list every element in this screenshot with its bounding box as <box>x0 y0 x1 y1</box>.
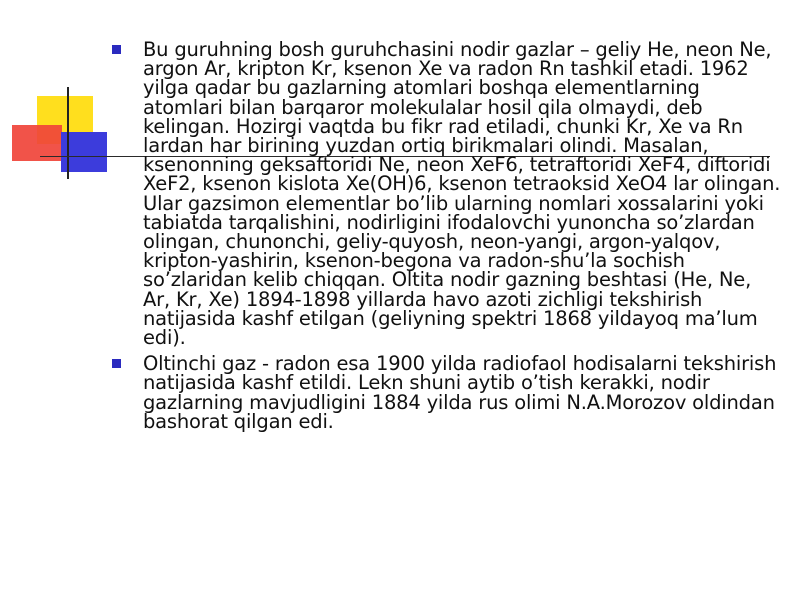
bullet-paragraph-2 <box>112 354 782 431</box>
square-bullet-icon <box>112 45 121 54</box>
slide-body <box>112 40 782 431</box>
bullet-paragraph-1 <box>112 38 782 350</box>
square-bullet-icon <box>112 359 121 368</box>
vertical-line <box>67 87 69 179</box>
color-squares-logo-icon <box>0 0 130 200</box>
paragraph-text: Oltinchi gaz - radon esa 1900 yilda radiofaol hodisalarni tekshirish natijasida kashf etildi. Lekn shuni aytib o’tish kerakki, nodir gazlarning mavjudligini 1884 yilda rus olimi N.A.Morozov oldindan bashorat qilgan edi. <box>143 352 777 433</box>
paragraph-text: Bu guruhning bosh guruhchasini nodir gazlar – geliy He, neon Ne, argon Ar, kripton Kr, ksenon Xe va radon Rn tashkil etadi. 1962 yilga qadar bu gazlarning atomlari boshqa elementlarning atomlari bilan barqaror molekulalar hosil qila olmaydi, deb kelingan. Hozirgi vaqtda bu fikr rad etiladi, chunki Kr, Xe va Rn lardan har birining yuzdan ortiq birikmalari olindi. Masalan, ksenonning geksaftoridi Ne, neon XeF6, tetraftoridi XeF4, diftoridi XeF2, ksenon kislota Xe(OH)6, ksenon tetraoksid XeO4 lar olingan. Ular gazsimon elementlar bo’lib ularning nomlari xossalarini yoki tabiatda tarqalishini, nodirligini ifodalovchi yunoncha so’zlardan olingan, chunonchi, geliy-quyosh, neon-yangi, argon-yalqov, kripton-yashirin, ksenon-begona va radon-shu’la sochish so’zlaridan kelib chiqqan. Oltita nodir gazning beshtasi (He, Ne, Ar, Kr, Xe) 1894-1898 yillarda havo azoti zichligi tekshirish natijasida kashf etilgan (geliyning spektri 1868 yildayoq ma’lum edi). <box>143 38 781 350</box>
